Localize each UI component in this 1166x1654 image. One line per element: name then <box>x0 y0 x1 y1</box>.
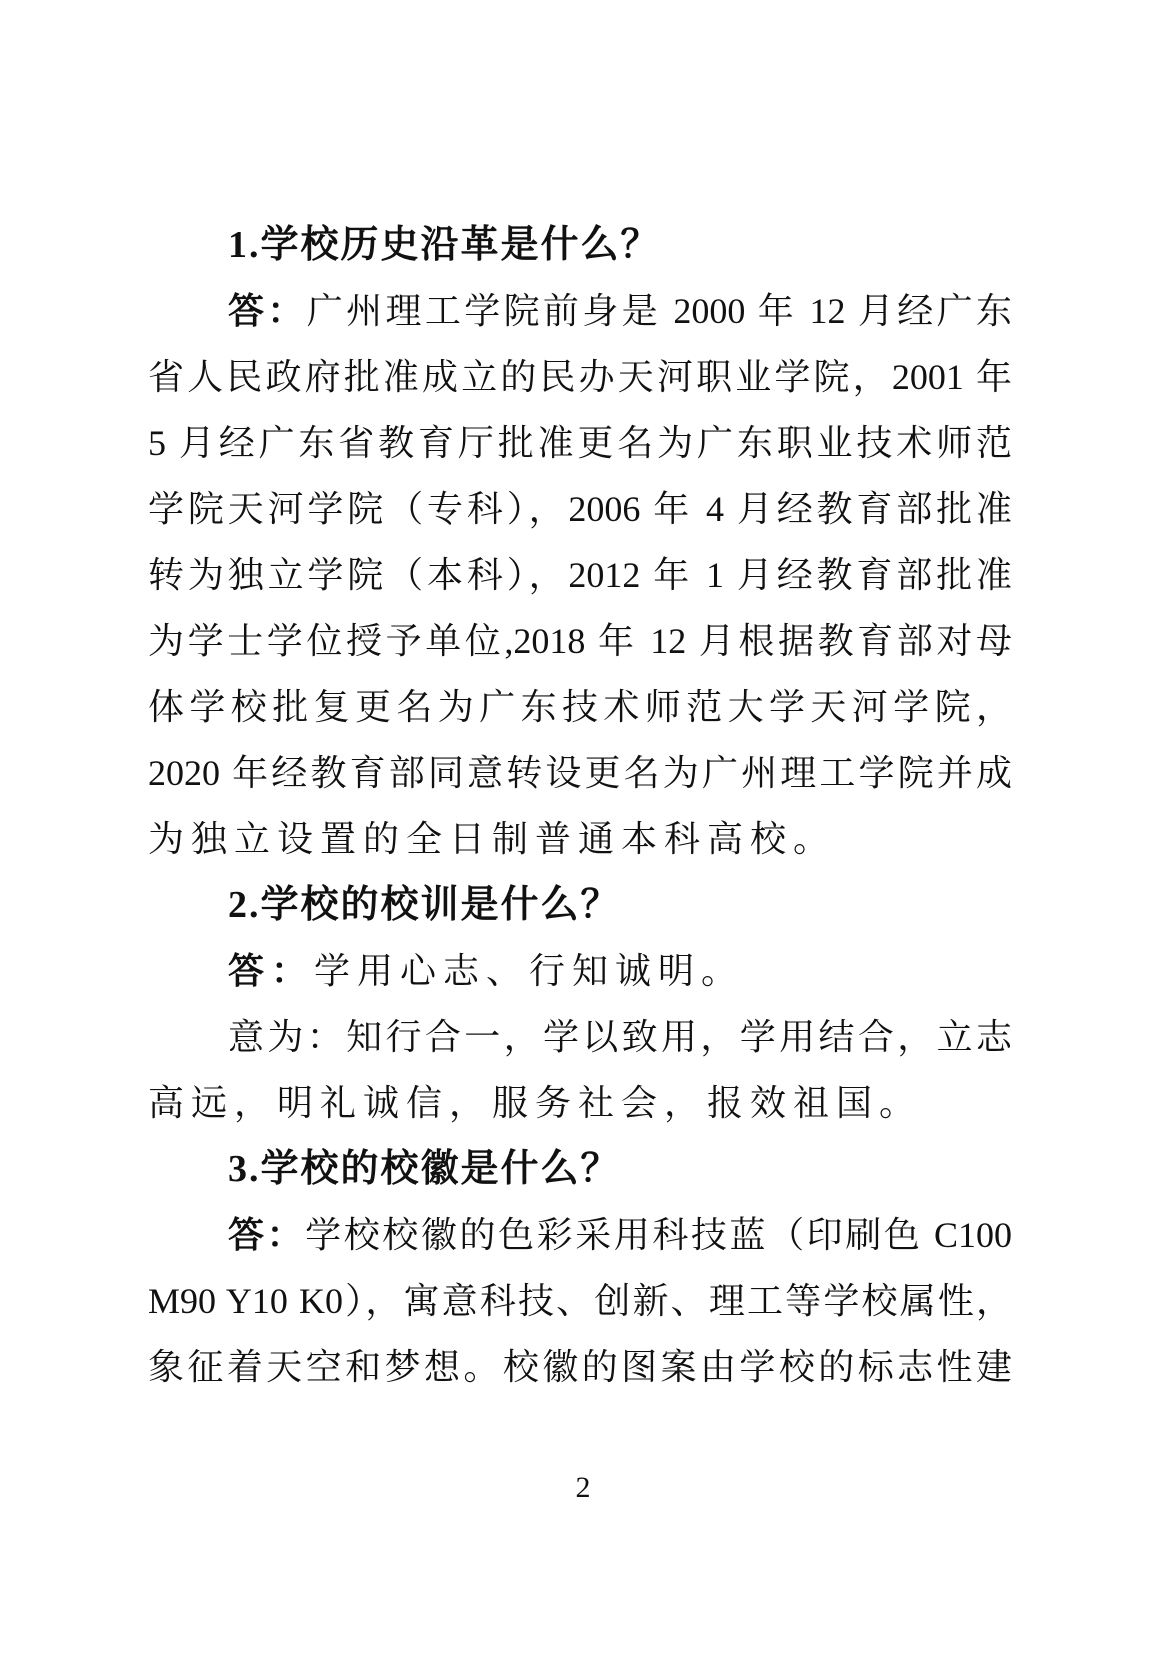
question-2-heading <box>148 872 1012 938</box>
answer-2-line-1 <box>148 938 1012 1004</box>
answer-2-line-3 <box>148 1070 1012 1136</box>
answer-1-line-5-text: 转为独立学院（本科），2012 年 1 月经教育部批准 <box>148 555 1012 595</box>
answer-3-line-2 <box>148 1268 1012 1334</box>
answer-1-line-3-text: 5 月经广东省教育厅批准更名为广东职业技术师范 <box>148 423 1012 463</box>
answer-1-line-1 <box>148 278 1012 344</box>
answer-1-line-9 <box>148 806 1012 872</box>
answer-1-line-7-text: 体学校批复更名为广东技术师范大学天河学院， <box>148 687 1012 727</box>
question-3-heading-text: 3.学校的校徽是什么？ <box>228 1148 621 1190</box>
document-text-block <box>148 212 1012 1400</box>
answer-1-line-7 <box>148 674 1012 740</box>
answer-1-label: 答： <box>228 291 307 331</box>
answer-1-line-2 <box>148 344 1012 410</box>
question-1-heading <box>148 212 1012 278</box>
question-2-heading-text: 2.学校的校训是什么？ <box>228 884 621 926</box>
answer-1-line-2-text: 省人民政府批准成立的民办天河职业学院，2001 年 <box>148 357 1012 397</box>
question-3-heading <box>148 1136 1012 1202</box>
question-1-heading-text: 1.学校历史沿革是什么？ <box>228 224 661 266</box>
answer-1-line-1-text: 广州理工学院前身是 2000 年 12 月经广东 <box>306 291 1012 331</box>
answer-2-line-2 <box>148 1004 1012 1070</box>
answer-2-label: 答： <box>228 951 315 991</box>
answer-1-line-4-text: 学院天河学院（专科），2006 年 4 月经教育部批准 <box>148 489 1012 529</box>
answer-1-line-5 <box>148 542 1012 608</box>
answer-1-line-6-text: 为学士学位授予单位,2018 年 12 月根据教育部对母 <box>148 621 1012 661</box>
answer-1-line-8-text: 2020 年经教育部同意转设更名为广州理工学院并成 <box>148 753 1012 793</box>
page-number: 2 <box>575 1471 591 1504</box>
answer-2-line-2-text: 意为：知行合一，学以致用，学用结合，立志 <box>228 1017 1012 1057</box>
answer-2-line-1-text: 学用心志、行知诚明。 <box>314 951 745 991</box>
answer-3-line-2-text: M90 Y10 K0），寓意科技、创新、理工等学校属性， <box>148 1281 1012 1321</box>
answer-3-line-3 <box>148 1334 1012 1400</box>
answer-1-line-6 <box>148 608 1012 674</box>
answer-1-line-4 <box>148 476 1012 542</box>
answer-1-line-8 <box>148 740 1012 806</box>
answer-1-line-9-text: 为独立设置的全日制普通本科高校。 <box>148 819 837 859</box>
answer-3-line-3-text: 象征着天空和梦想。校徽的图案由学校的标志性建 <box>148 1347 1012 1387</box>
answer-3-label: 答： <box>228 1215 306 1255</box>
answer-1-line-3 <box>148 410 1012 476</box>
answer-3-line-1-text: 学校校徽的色彩采用科技蓝（印刷色 C100 <box>305 1215 1012 1255</box>
answer-2-line-3-text: 高远，明礼诚信，服务社会，报效祖国。 <box>148 1083 923 1123</box>
answer-3-line-1 <box>148 1202 1012 1268</box>
